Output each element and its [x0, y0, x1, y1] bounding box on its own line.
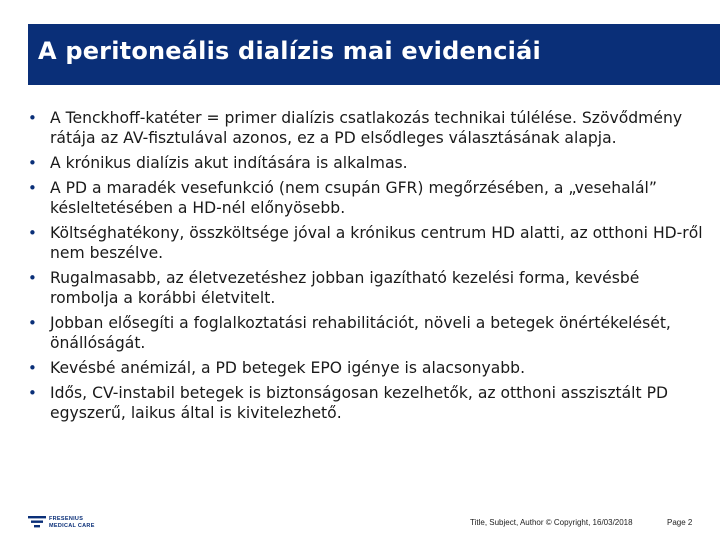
bullet-text: Idős, CV-instabil betegek is biztonságosan kezelhetők, az otthoni asszisztált PD egyszerű, laikus által is kivitelezhető.	[50, 384, 668, 422]
title-bar	[28, 24, 720, 85]
bullet-text: Költséghatékony, összköltsége jóval a krónikus centrum HD alatti, az otthoni HD-ről nem beszélve.	[50, 224, 703, 262]
bullet-dot-icon: •	[28, 359, 37, 377]
bullet-text: Rugalmasabb, az életvezetéshez jobban igazítható kezelési forma, kevésbé rombolja a korábbi életvitelt.	[50, 269, 640, 307]
bullet-text: A PD a maradék vesefunkció (nem csupán GFR) megőrzésében, a „vesehalál” késleltetésében a HD-nél előnyösebb.	[50, 179, 657, 217]
bullet-dot-icon: •	[28, 269, 37, 287]
bullet-list	[28, 108, 708, 428]
slide-title: A peritoneális dialízis mai evidenciái	[38, 37, 541, 65]
footer-meta: Title, Subject, Author © Copyright, 16/03/2018	[470, 518, 633, 527]
bullet-text: Kevésbé anémizál, a PD betegek EPO igénye is alacsonyabb.	[50, 359, 526, 377]
bullet-item	[28, 108, 708, 148]
bullet-item	[28, 223, 708, 263]
bullet-dot-icon: •	[28, 154, 37, 172]
page-number: Page 2	[667, 518, 693, 527]
fresenius-logo-icon	[28, 516, 46, 530]
logo-line1: FRESENIUS	[49, 516, 84, 522]
bullet-text: Jobban elősegíti a foglalkoztatási rehabilitációt, növeli a betegek önértékelését, önállóságát.	[50, 314, 671, 352]
bullet-item	[28, 153, 708, 173]
bullet-item	[28, 358, 708, 378]
fresenius-logo	[28, 513, 98, 537]
logo-text	[49, 516, 95, 530]
bullet-item	[28, 268, 708, 308]
bullet-item	[28, 178, 708, 218]
bullet-dot-icon: •	[28, 224, 37, 242]
bullet-dot-icon: •	[28, 179, 37, 197]
bullet-text: A krónikus dialízis akut indítására is alkalmas.	[50, 154, 408, 172]
logo-line2: MEDICAL CARE	[49, 523, 95, 529]
bullet-item	[28, 383, 708, 423]
bullet-text: A Tenckhoff-katéter = primer dialízis csatlakozás technikai túlélése. Szövődmény rátája az AV-fisztulával azonos, ez a PD elsődleges választásának alapja.	[50, 109, 683, 147]
bullet-dot-icon: •	[28, 314, 37, 332]
bullet-dot-icon: •	[28, 109, 37, 127]
bullet-item	[28, 313, 708, 353]
bullet-dot-icon: •	[28, 384, 37, 402]
